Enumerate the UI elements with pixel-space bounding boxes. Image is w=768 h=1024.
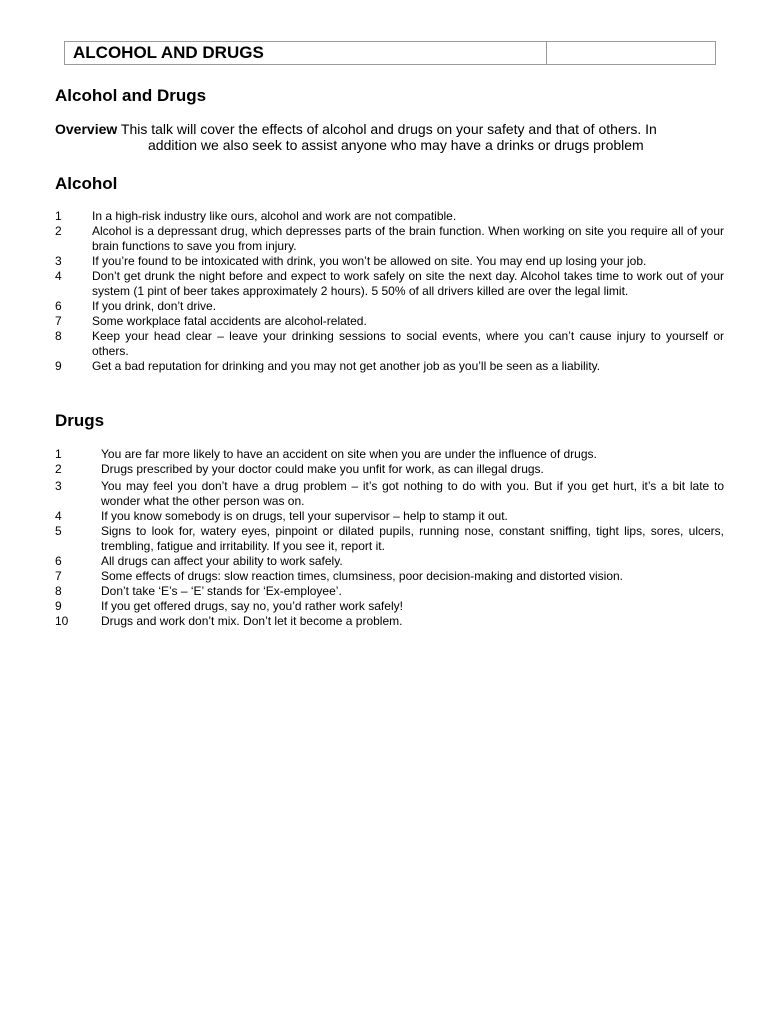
list-item-text: Don’t get drunk the night before and expect to work safely on site the next day. Alcohol takes time to work out of your system (1 pint of beer takes approximately 2 hours). 5 50% of all drivers killed are over the legal limit. xyxy=(92,269,724,298)
list-item-text: Drugs and work don’t mix. Don’t let it become a problem. xyxy=(101,614,403,628)
list-item-number: 2 xyxy=(55,224,62,238)
list-item-number: 3 xyxy=(55,479,62,493)
header-empty-cell xyxy=(547,42,715,64)
list-item-number: 4 xyxy=(55,509,62,523)
list-item xyxy=(55,584,724,599)
list-item-text: If you get offered drugs, say no, you’d rather work safely! xyxy=(101,599,403,613)
list-item xyxy=(55,359,724,374)
list-item-text: Alcohol is a depressant drug, which depresses parts of the brain function. When working on site you require all of your brain functions to save you from injury. xyxy=(92,224,724,253)
list-item-number: 7 xyxy=(55,569,62,583)
list-item-number: 1 xyxy=(55,447,62,461)
list-item xyxy=(55,299,724,314)
alcohol-list xyxy=(55,209,724,374)
list-item xyxy=(55,269,724,299)
list-item xyxy=(55,554,724,569)
list-item xyxy=(55,314,724,329)
list-item-text: In a high-risk industry like ours, alcohol and work are not compatible. xyxy=(92,209,457,223)
list-item-text: Keep your head clear – leave your drinking sessions to social events, where you can’t cause injury to yourself or others. xyxy=(92,329,724,358)
overview-label: Overview xyxy=(55,121,118,137)
list-item-text: Signs to look for, watery eyes, pinpoint or dilated pupils, running nose, constant sniffing, tight lips, sores, ulcers, trembling, fatigue and irritability. If you see it, report it. xyxy=(101,524,724,553)
list-item xyxy=(55,224,724,254)
list-item xyxy=(55,462,724,477)
list-item-number: 5 xyxy=(55,524,62,538)
list-item-text: You are far more likely to have an accident on site when you are under the influence of drugs. xyxy=(101,447,597,461)
list-item-text: You may feel you don’t have a drug problem – it’s got nothing to do with you. But if you get hurt, it’s a bit late to wonder what the other person was on. xyxy=(101,479,724,508)
list-item-text: Drugs prescribed by your doctor could make you unfit for work, as can illegal drugs. xyxy=(101,462,544,476)
list-item-number: 9 xyxy=(55,599,62,613)
list-item xyxy=(55,524,724,554)
list-item-number: 2 xyxy=(55,462,62,476)
header-table xyxy=(64,41,716,65)
list-item-text: Get a bad reputation for drinking and you may not get another job as you’ll be seen as a liability. xyxy=(92,359,601,373)
list-item-text: All drugs can affect your ability to work safely. xyxy=(101,554,343,568)
list-item-text: If you’re found to be intoxicated with drink, you won’t be allowed on site. You may end up losing your job. xyxy=(92,254,647,268)
drugs-list xyxy=(55,447,724,629)
list-item xyxy=(55,329,724,359)
overview-text-line2: addition we also seek to assist anyone who may have a drinks or drugs problem xyxy=(148,137,644,153)
list-item-number: 3 xyxy=(55,254,62,268)
list-item xyxy=(55,209,724,224)
list-item-number: 7 xyxy=(55,314,62,328)
list-item-number: 6 xyxy=(55,299,62,313)
list-item xyxy=(55,479,724,509)
list-item-text: If you know somebody is on drugs, tell your supervisor – help to stamp it out. xyxy=(101,509,508,523)
page-title: Alcohol and Drugs xyxy=(55,86,207,105)
list-item xyxy=(55,254,724,269)
list-item xyxy=(55,447,724,462)
header-title: ALCOHOL AND DRUGS xyxy=(65,42,547,64)
list-item-number: 8 xyxy=(55,584,62,598)
list-item-number: 8 xyxy=(55,329,62,343)
list-item-number: 9 xyxy=(55,359,62,373)
list-item-number: 6 xyxy=(55,554,62,568)
list-item xyxy=(55,509,724,524)
list-item xyxy=(55,599,724,614)
overview-text-line1: This talk will cover the effects of alcohol and drugs on your safety and that of others. In xyxy=(120,121,657,137)
list-item-text: Don’t take ‘E’s – ‘E’ stands for ‘Ex-employee’. xyxy=(101,584,342,598)
list-item-number: 4 xyxy=(55,269,62,283)
overview-paragraph xyxy=(55,121,720,153)
list-item xyxy=(55,614,724,629)
list-item-number: 10 xyxy=(55,614,69,628)
section-heading-alcohol: Alcohol xyxy=(55,174,118,193)
list-item-text: If you drink, don’t drive. xyxy=(92,299,217,313)
section-heading-drugs: Drugs xyxy=(55,411,105,430)
list-item-text: Some workplace fatal accidents are alcohol-related. xyxy=(92,314,367,328)
list-item-text: Some effects of drugs: slow reaction times, clumsiness, poor decision-making and distorted vision. xyxy=(101,569,624,583)
list-item xyxy=(55,569,724,584)
list-item-number: 1 xyxy=(55,209,62,223)
